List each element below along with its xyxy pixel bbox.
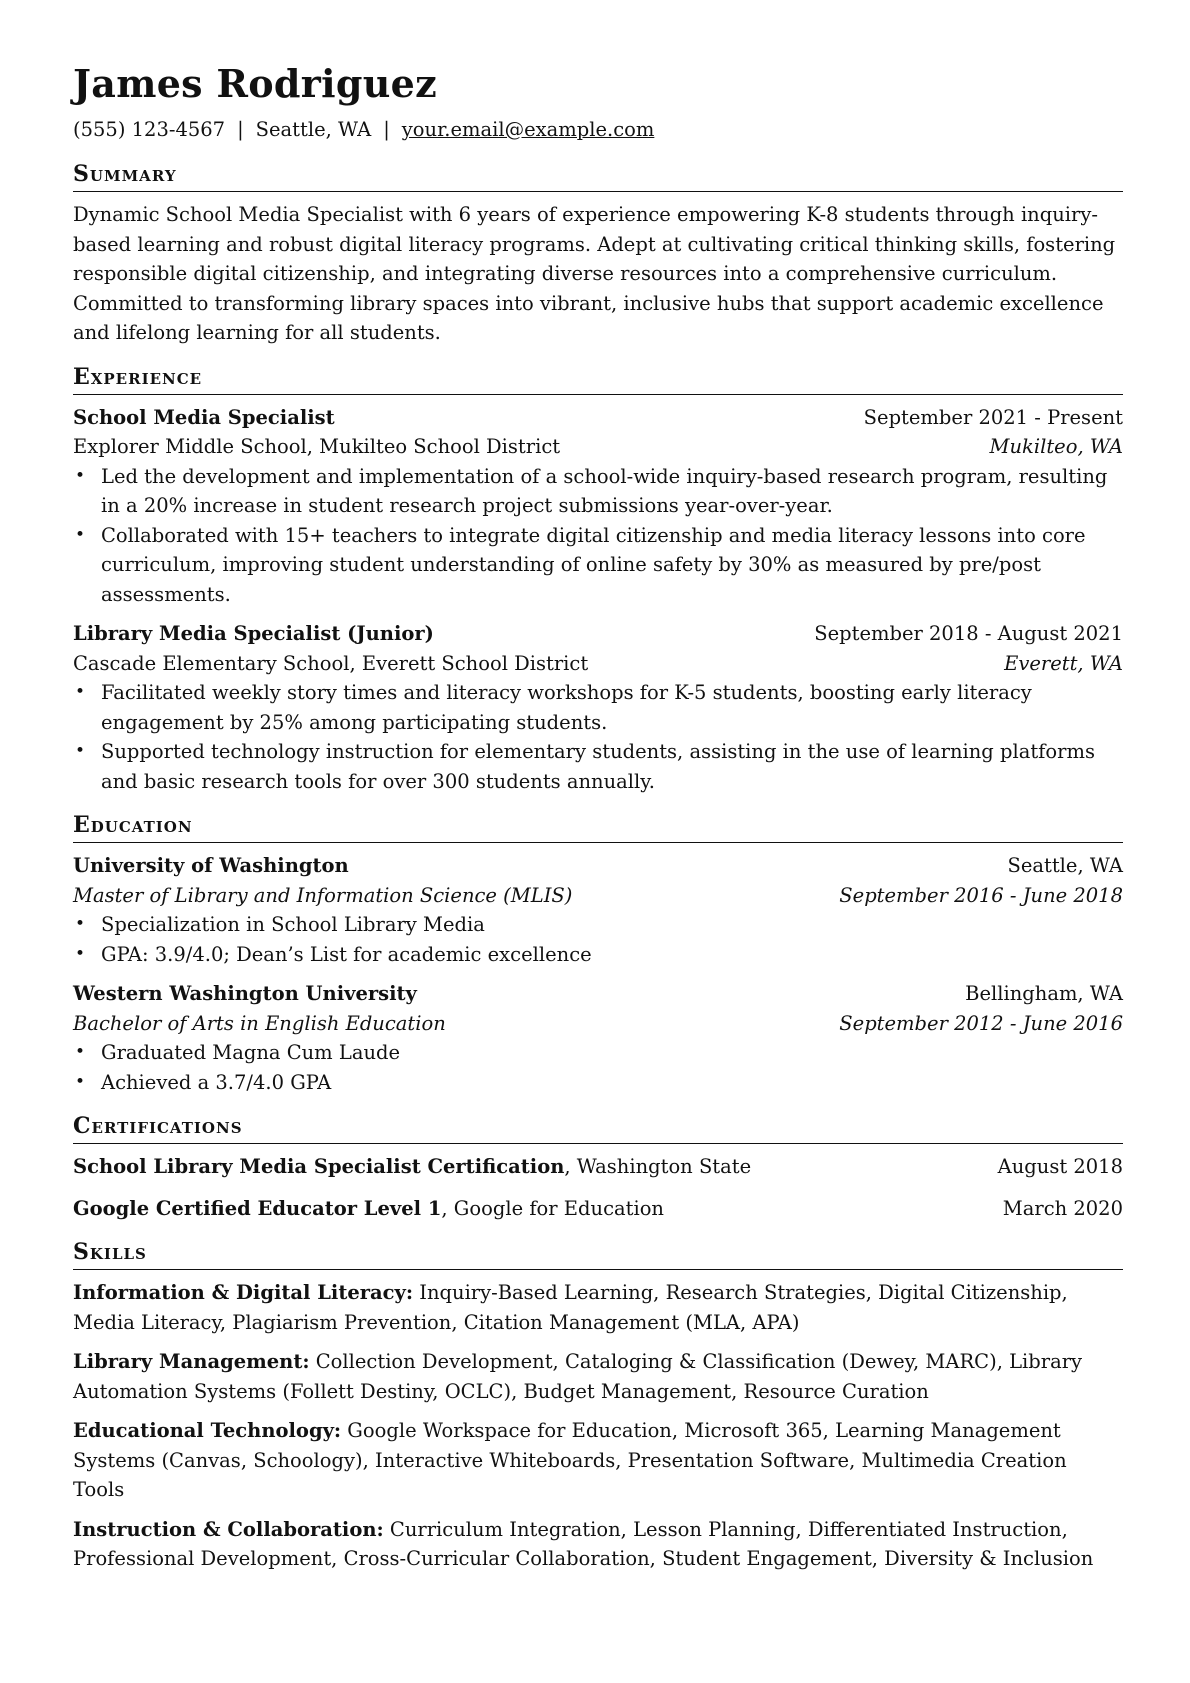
section-title-experience: Experience	[73, 362, 1123, 395]
school-name: Western Washington University	[73, 982, 417, 1005]
skill-list: Collection Development, Cataloging & Classification (Dewey, MARC), Library Automation Systems (Follett Destiny, OCLC), Budget Management, Resource Curation	[73, 1350, 1083, 1403]
certification-date: March 2020	[1002, 1196, 1123, 1220]
contact-line	[73, 115, 1123, 145]
bullet-item: • GPA: 3.9/4.0; Dean’s List for academic excellence	[101, 940, 1123, 970]
job-header	[73, 403, 1123, 433]
job-bullets	[73, 678, 1123, 796]
job-organization: Explorer Middle School, Mukilteo School District	[73, 435, 561, 458]
certification-text	[73, 1152, 751, 1182]
bullet-item: • Collaborated with 15+ teachers to integrate digital citizenship and media literacy lessons into core curriculum, improving student understanding of online safety by 30% as measured by pre/post assessments.	[101, 521, 1123, 610]
phone: (555) 123-4567	[73, 118, 226, 141]
job-dates: September 2018 - August 2021	[814, 622, 1123, 645]
job-role: School Media Specialist	[73, 405, 335, 429]
contact-separator: |	[237, 118, 244, 141]
job-organization: Cascade Elementary School, Everett School District	[73, 651, 589, 675]
skill-label: Educational Technology:	[73, 1419, 342, 1442]
education-entry	[73, 851, 1123, 969]
education-dates: September 2012 - June 2016	[839, 1011, 1123, 1035]
experience-section	[73, 362, 1123, 797]
certification-date: August 2018	[997, 1155, 1123, 1178]
skill-list: Curriculum Integration, Lesson Planning, Differentiated Instruction, Professional Development, Cross-Curricular Collaboration, Student Engagement, Diversity & Inclusion	[73, 1517, 1094, 1570]
certification-issuer: , Google for Education	[441, 1196, 664, 1220]
certification-name: Google Certified Educator Level 1	[73, 1196, 442, 1220]
job-subheader	[73, 649, 1123, 679]
school-name: University of Washington	[73, 854, 349, 877]
skill-group	[73, 1278, 1123, 1337]
job-role: Library Media Specialist (Junior)	[73, 622, 434, 645]
education-header	[73, 979, 1123, 1009]
education-dates: September 2016 - June 2018	[839, 883, 1123, 907]
education-header	[73, 851, 1123, 881]
education-section	[73, 810, 1123, 1097]
school-location: Seattle, WA	[1007, 854, 1123, 877]
section-title-education: Education	[73, 810, 1123, 843]
education-subheader	[73, 1009, 1123, 1039]
education-bullets	[73, 910, 1123, 969]
section-title-summary: Summary	[73, 159, 1123, 192]
certification-item	[73, 1194, 1123, 1224]
job-bullets	[73, 462, 1123, 610]
section-title-certifications: Certifications	[73, 1111, 1123, 1144]
school-location: Bellingham, WA	[965, 982, 1123, 1005]
bullet-item: • Led the development and implementation of a school-wide inquiry-based research program, resulting in a 20% increase in student research project submissions year-over-year.	[101, 462, 1123, 521]
certification-issuer: , Washington State	[564, 1155, 752, 1178]
contact-separator: |	[383, 118, 390, 141]
skill-label: Instruction & Collaboration:	[73, 1517, 384, 1541]
bullet-item: • Graduated Magna Cum Laude	[101, 1038, 1123, 1068]
email-link[interactable]: your.email@example.com	[401, 118, 655, 141]
job-entry	[73, 403, 1123, 610]
degree: Master of Library and Information Science (MLIS)	[73, 883, 573, 907]
section-title-skills: Skills	[73, 1237, 1123, 1270]
skill-group	[73, 1515, 1123, 1574]
skill-group	[73, 1416, 1123, 1505]
bullet-item: • Facilitated weekly story times and literacy workshops for K-5 students, boosting early literacy engagement by 25% among participating students.	[101, 678, 1123, 737]
resume-page	[73, 58, 1123, 1584]
certification-name: School Library Media Specialist Certification	[73, 1155, 565, 1178]
job-subheader	[73, 432, 1123, 462]
skill-list: Inquiry-Based Learning, Research Strategies, Digital Citizenship, Media Literacy, Plagiarism Prevention, Citation Management (MLA, APA)	[73, 1281, 1068, 1334]
bullet-item: • Achieved a 3.7/4.0 GPA	[101, 1068, 1123, 1098]
skills-section	[73, 1237, 1123, 1574]
skill-label: Library Management:	[73, 1350, 310, 1373]
certifications-section	[73, 1111, 1123, 1223]
certification-text	[73, 1194, 664, 1224]
location: Seattle, WA	[255, 118, 372, 141]
job-location: Mukilteo, WA	[989, 435, 1123, 458]
skill-list: Google Workspace for Education, Microsoft 365, Learning Management Systems (Canvas, Schoology), Interactive Whiteboards, Presentation Software, Multimedia Creation Tools	[73, 1419, 1067, 1501]
bullet-item: • Specialization in School Library Media	[101, 910, 1123, 940]
degree: Bachelor of Arts in English Education	[73, 1011, 446, 1035]
education-entry	[73, 979, 1123, 1097]
job-dates: September 2021 - Present	[863, 405, 1123, 429]
job-location: Everett, WA	[1004, 651, 1123, 675]
education-bullets	[73, 1038, 1123, 1097]
summary-text: Dynamic School Media Specialist with 6 years of experience empowering K-8 students through inquiry-based learning and robust digital literacy programs. Adept at cultivating critical thinking skills, fostering responsible digital citizenship, and integrating diverse resources into a comprehensive curriculum. Committed to transforming library spaces into vibrant, inclusive hubs that support academic excellence and lifelong learning for all students.	[73, 203, 1116, 344]
education-subheader	[73, 881, 1123, 911]
summary-section	[73, 159, 1123, 348]
bullet-item: • Supported technology instruction for elementary students, assisting in the use of learning platforms and basic research tools for over 300 students annually.	[101, 737, 1123, 796]
skill-label: Information & Digital Literacy:	[73, 1281, 414, 1304]
job-entry	[73, 619, 1123, 796]
job-header	[73, 619, 1123, 649]
candidate-name: James Rodriguez	[73, 61, 438, 106]
certification-item	[73, 1152, 1123, 1182]
skill-group	[73, 1347, 1123, 1406]
